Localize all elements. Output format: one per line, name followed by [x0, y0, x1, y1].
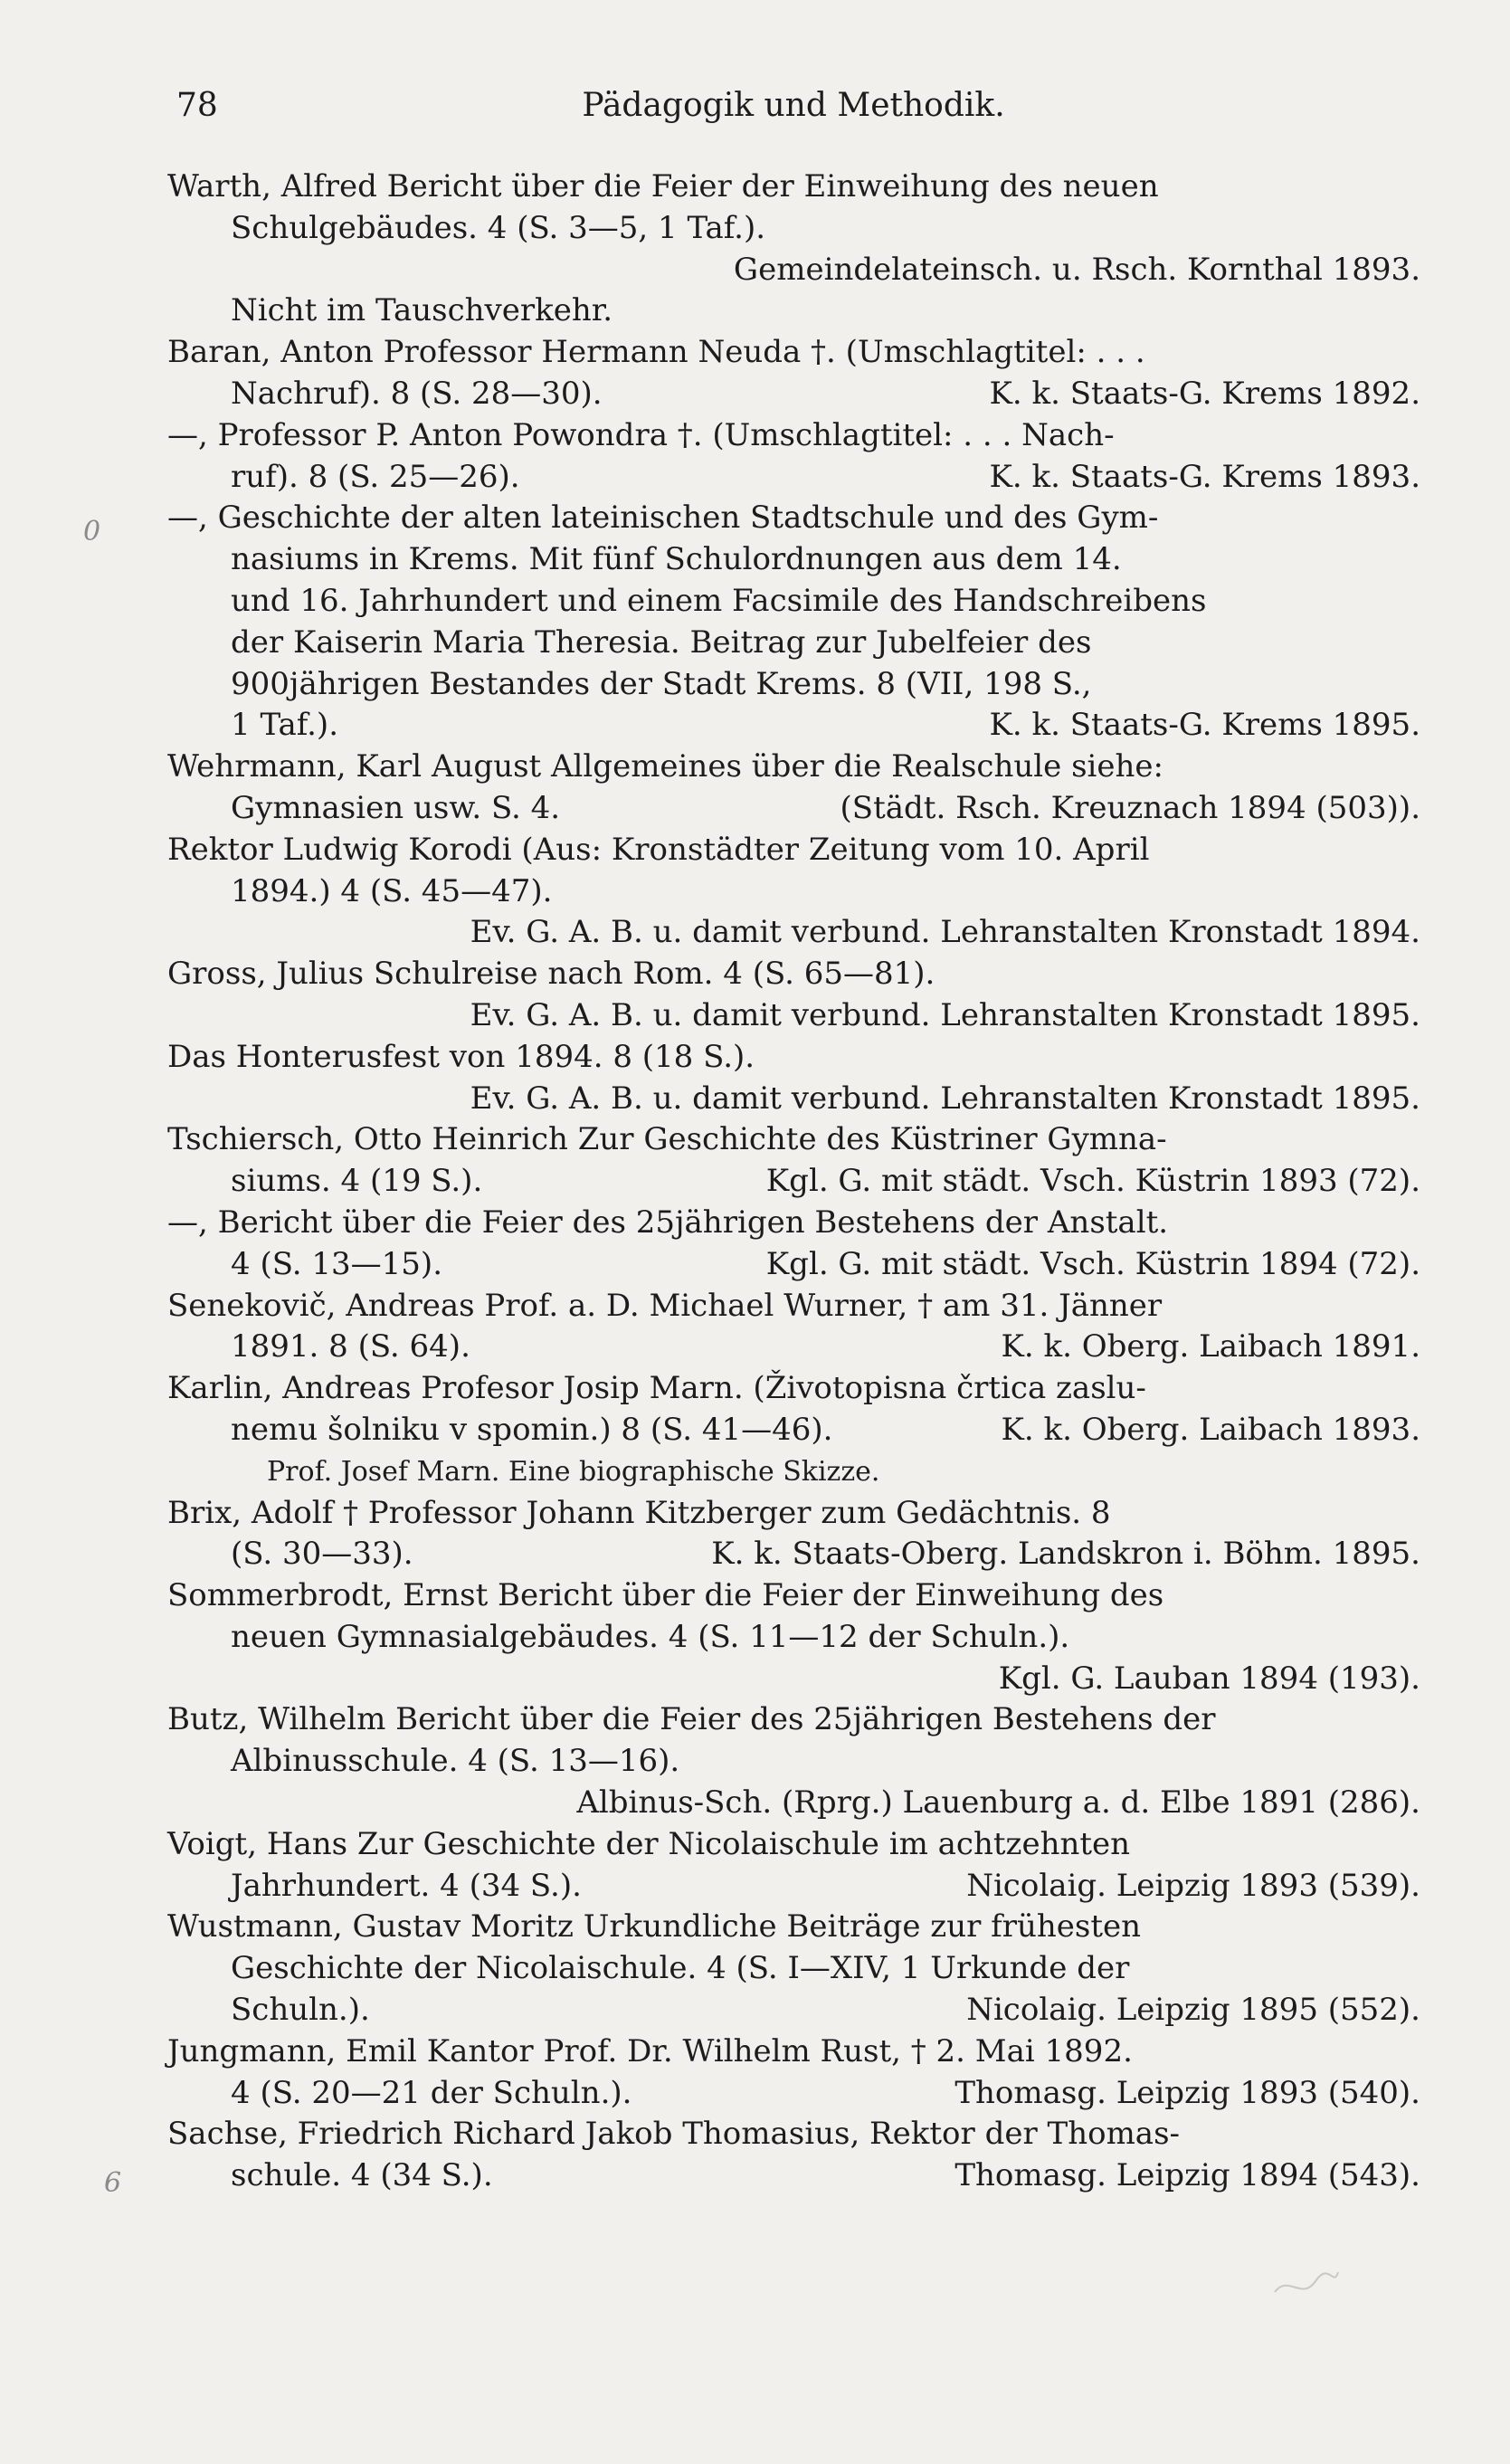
entry-line: [167, 1410, 1420, 1451]
entry-text: Tschiersch, Otto Heinrich Zur Geschichte des Küstriner Gymna-: [167, 1121, 1167, 1158]
entry-publisher: Ev. G. A. B. u. damit verbund. Lehranstalten Kronstadt 1895.: [470, 1080, 1420, 1117]
entry-line: [167, 1079, 1420, 1120]
entry-line: [167, 1327, 1420, 1368]
entry-line: [167, 1368, 1420, 1410]
bibliography-entries: [167, 166, 1420, 2197]
entry-text: Brix, Adolf † Professor Johann Kitzberger zum Gedächtnis. 8: [167, 1494, 1111, 1531]
entry-text: Sommerbrodt, Ernst Bericht über die Feier der Einweihung des: [167, 1577, 1164, 1614]
entry-text: Geschichte der Nicolaischule. 4 (S. I—XIV, 1 Urkunde der: [231, 1950, 1130, 1987]
entry-line: [167, 1783, 1420, 1824]
margin-mark-top: 0: [83, 516, 101, 547]
entry-line: [167, 1907, 1420, 1948]
entry-publisher: K. k. Staats-G. Krems 1893.: [989, 458, 1420, 495]
running-title: Pädagogik und Methodik.: [582, 87, 1005, 124]
entry-line: [167, 623, 1420, 664]
entry-text: der Kaiserin Maria Theresia. Beitrag zur Jubelfeier des: [231, 623, 1092, 661]
entry-line: [167, 912, 1420, 954]
entry-text: 1891. 8 (S. 64).: [231, 1328, 470, 1365]
entry-line: [167, 581, 1420, 623]
entry-line: [167, 1948, 1420, 1990]
entry-line: [167, 954, 1420, 995]
entry-line: [167, 2031, 1420, 2073]
entry-line: [167, 1534, 1420, 1575]
entry-text: Karlin, Andreas Profesor Josip Marn. (Životopisna črtica zaslu-: [167, 1370, 1146, 1407]
entry-line: [167, 871, 1420, 913]
entry-text: Schulgebäudes. 4 (S. 3—5, 1 Taf.).: [231, 209, 766, 246]
entry-text: Wustmann, Gustav Moritz Urkundliche Beiträge zur frühesten: [167, 1908, 1142, 1946]
entry-line: [167, 1203, 1420, 1244]
entry-line: [167, 1659, 1420, 1700]
entry-text: Wehrmann, Karl August Allgemeines über die Realschule siehe:: [167, 748, 1163, 785]
entry-publisher: Albinus-Sch. (Rprg.) Lauenburg a. d. Elbe 1891 (286).: [576, 1784, 1420, 1822]
entry-text: Baran, Anton Professor Hermann Neuda †. (Umschlagtitel: . . .: [167, 334, 1145, 371]
entry-line: [167, 374, 1420, 415]
entry-text: ruf). 8 (S. 25—26).: [231, 458, 520, 495]
entry-line: [167, 1244, 1420, 1286]
entry-text: 1 Taf.).: [231, 707, 338, 744]
entry-line: [167, 1866, 1420, 1907]
entry-text: Jungmann, Emil Kantor Prof. Dr. Wilhelm Rust, † 2. Mai 1892.: [167, 2032, 1133, 2069]
entry-publisher: Kgl. G. Lauban 1894 (193).: [998, 1660, 1420, 1697]
entry-text: Das Honterusfest von 1894. 8 (18 S.).: [167, 1038, 755, 1075]
entry-text: Nachruf). 8 (S. 28—30).: [231, 375, 603, 412]
entry-text: Rektor Ludwig Korodi (Aus: Kronstädter Zeitung vom 10. April: [167, 831, 1150, 868]
entry-line: [167, 747, 1420, 788]
entry-line: [167, 1161, 1420, 1203]
entry-line: [167, 2073, 1420, 2115]
entry-text: Sachse, Friedrich Richard Jakob Thomasius, Rektor der Thomas-: [167, 2116, 1181, 2153]
entry-line: [167, 457, 1420, 499]
entry-line: [167, 166, 1420, 208]
entry-line: [167, 1037, 1420, 1079]
entry-line: [167, 250, 1420, 291]
entry-publisher: (Städt. Rsch. Kreuznach 1894 (503)).: [840, 789, 1420, 826]
entry-line: [167, 332, 1420, 374]
entry-publisher: Nicolaig. Leipzig 1893 (539).: [966, 1867, 1420, 1904]
entry-publisher: Nicolaig. Leipzig 1895 (552).: [966, 1992, 1420, 2029]
entry-text: nasiums in Krems. Mit fünf Schulordnungen aus dem 14.: [231, 541, 1122, 578]
entry-text: 4 (S. 13—15).: [231, 1245, 442, 1282]
entry-line: [167, 1617, 1420, 1659]
entry-text: Schuln.).: [231, 1992, 370, 2029]
entry-line: [167, 2155, 1420, 2197]
entry-line: [167, 1824, 1420, 1866]
entry-line: [167, 705, 1420, 747]
entry-line: [167, 788, 1420, 830]
entry-text: Gross, Julius Schulreise nach Rom. 4 (S. 65—81).: [167, 956, 935, 993]
entry-publisher: Thomasg. Leipzig 1893 (540).: [954, 2074, 1420, 2111]
entry-line: [167, 1741, 1420, 1783]
entry-text: siums. 4 (19 S.).: [231, 1163, 483, 1200]
entry-text: und 16. Jahrhundert und einem Facsimile des Handschreibens: [231, 582, 1207, 619]
entry-text: —, Professor P. Anton Powondra †. (Umschlagtitel: . . . Nach-: [167, 416, 1115, 453]
entry-line: [167, 415, 1420, 457]
entry-line: [167, 2114, 1420, 2155]
entry-text: (S. 30—33).: [231, 1536, 413, 1573]
margin-mark-bottom: 6: [104, 2167, 122, 2199]
entry-line: [167, 208, 1420, 250]
entry-publisher: Ev. G. A. B. u. damit verbund. Lehranstalten Kronstadt 1894.: [470, 914, 1420, 951]
entry-text: Nicht im Tauschverkehr.: [231, 292, 613, 329]
entry-line: [167, 1286, 1420, 1327]
entry-publisher: Gemeindelateinsch. u. Rsch. Kornthal 1893.: [733, 251, 1420, 288]
entry-line: [167, 290, 1420, 332]
page-number: 78: [176, 87, 218, 124]
entry-publisher: Kgl. G. mit städt. Vsch. Küstrin 1894 (72).: [765, 1245, 1420, 1282]
entry-line: [167, 995, 1420, 1037]
entry-text: neuen Gymnasialgebäudes. 4 (S. 11—12 der Schuln.).: [231, 1618, 1070, 1655]
entry-text: 900jährigen Bestandes der Stadt Krems. 8 (VII, 198 S.,: [231, 665, 1092, 702]
entry-publisher: Ev. G. A. B. u. damit verbund. Lehranstalten Kronstadt 1895.: [470, 996, 1420, 1033]
pencil-scribble: [1270, 2265, 1343, 2301]
entry-text: Albinusschule. 4 (S. 13—16).: [231, 1743, 680, 1780]
entry-text: —, Bericht über die Feier des 25jährigen Bestehens der Anstalt.: [167, 1203, 1169, 1241]
entry-text: schule. 4 (34 S.).: [231, 2157, 493, 2194]
entry-publisher: Thomasg. Leipzig 1894 (543).: [954, 2157, 1420, 2194]
entry-publisher: K. k. Oberg. Laibach 1891.: [1001, 1328, 1420, 1365]
entry-text: Warth, Alfred Bericht über die Feier der Einweihung des neuen: [167, 168, 1159, 205]
entry-text: Butz, Wilhelm Bericht über die Feier des 25jährigen Bestehens der: [167, 1701, 1216, 1738]
entry-line: [167, 1575, 1420, 1617]
entry-text: Gymnasien usw. S. 4.: [231, 789, 561, 826]
entry-text: Jahrhundert. 4 (34 S.).: [231, 1867, 582, 1904]
entry-line: [167, 498, 1420, 539]
entry-line: [167, 1451, 1420, 1493]
entry-publisher: K. k. Staats-G. Krems 1895.: [989, 707, 1420, 744]
entry-line: [167, 1699, 1420, 1741]
entry-line: [167, 664, 1420, 706]
entry-translation: Prof. Josef Marn. Eine biographische Skizze.: [267, 1455, 880, 1488]
entry-text: Voigt, Hans Zur Geschichte der Nicolaischule im achtzehnten: [167, 1825, 1131, 1862]
entry-publisher: K. k. Oberg. Laibach 1893.: [1001, 1411, 1420, 1448]
entry-text: 4 (S. 20—21 der Schuln.).: [231, 2074, 632, 2111]
entry-text: nemu šolniku v spomin.) 8 (S. 41—46).: [231, 1411, 833, 1448]
entry-text: Senekovič, Andreas Prof. a. D. Michael Wurner, † am 31. Jänner: [167, 1287, 1163, 1324]
entry-line: [167, 830, 1420, 871]
entry-text: —, Geschichte der alten lateinischen Stadtschule und des Gym-: [167, 499, 1159, 537]
entry-publisher: K. k. Staats-Oberg. Landskron i. Böhm. 1895.: [711, 1536, 1420, 1573]
entry-line: [167, 1990, 1420, 2031]
entry-publisher: K. k. Staats-G. Krems 1892.: [989, 375, 1420, 412]
entry-line: [167, 1119, 1420, 1161]
entry-text: 1894.) 4 (S. 45—47).: [231, 872, 553, 909]
entry-line: [167, 539, 1420, 581]
entry-publisher: Kgl. G. mit städt. Vsch. Küstrin 1893 (72).: [765, 1163, 1420, 1200]
page-header: [167, 87, 1420, 141]
entry-line: [167, 1493, 1420, 1535]
